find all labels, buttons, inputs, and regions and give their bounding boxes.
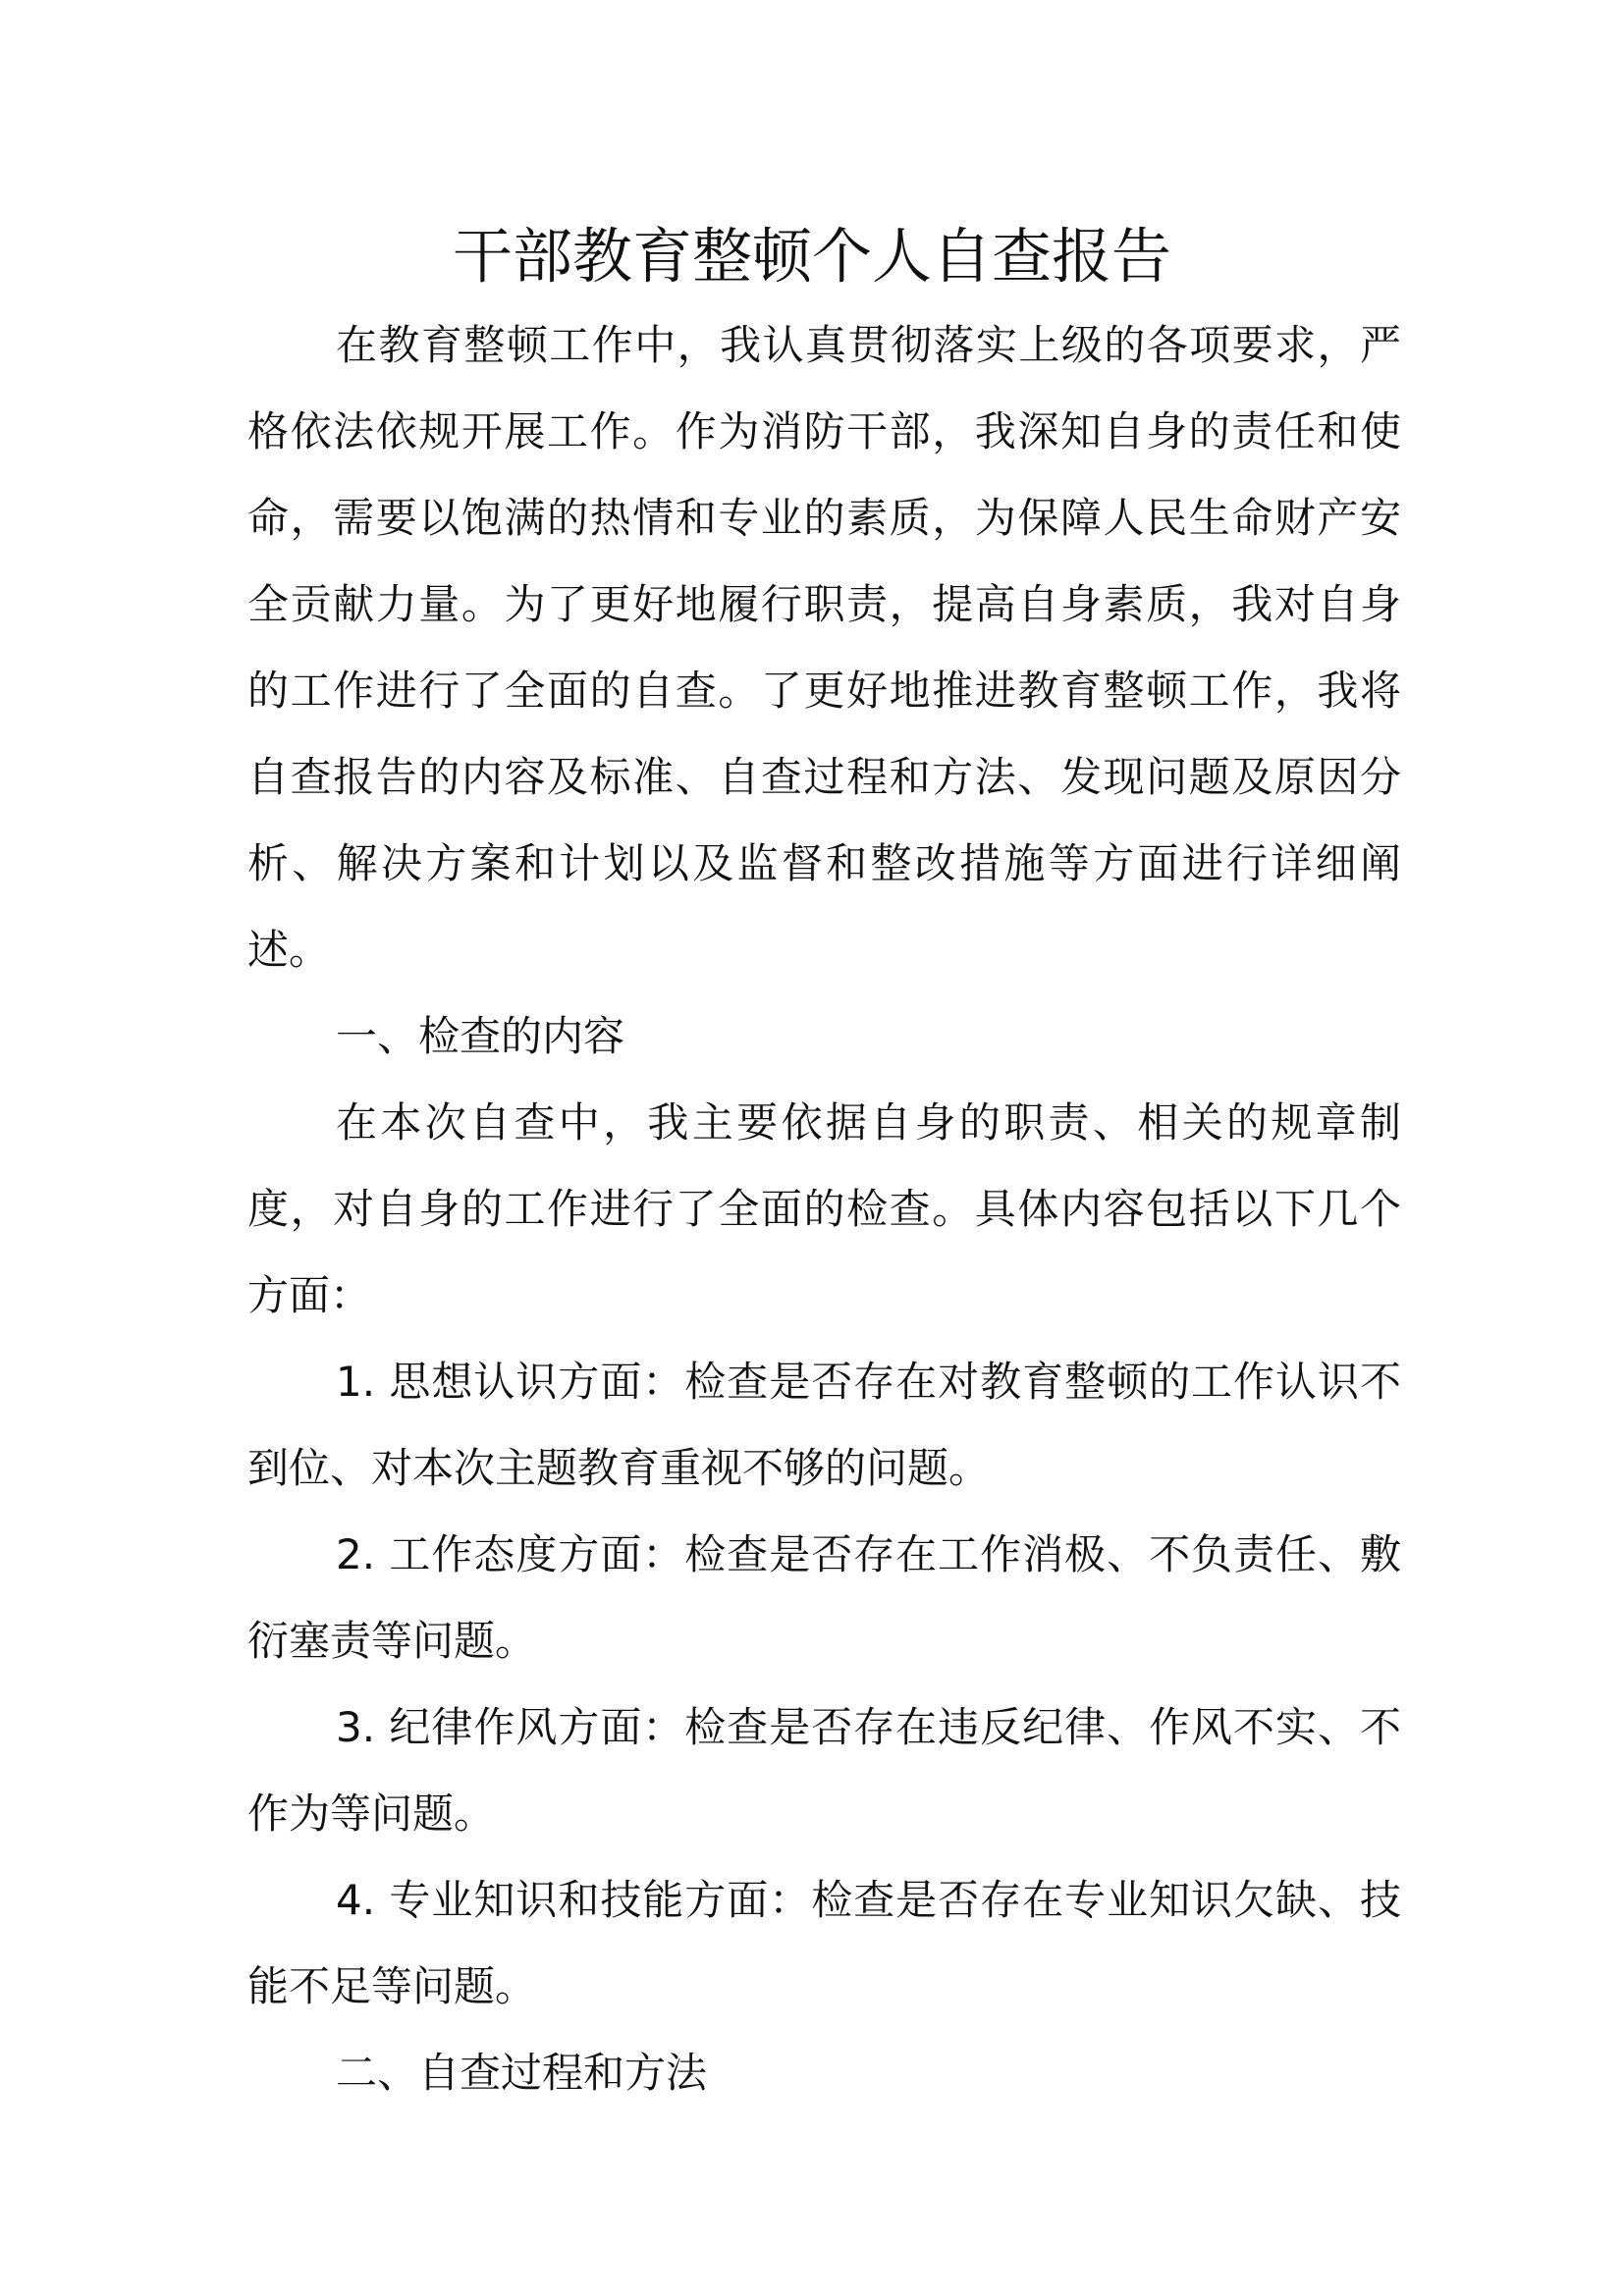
list-item-4: 4. 专业知识和技能方面：检查是否存在专业知识欠缺、技能不足等问题。 xyxy=(247,1876,1401,2010)
document-body xyxy=(247,302,1401,2116)
paragraph-intro: 在教育整顿工作中，我认真贯彻落实上级的各项要求，严格依法依规开展工作。作为消防干部，我深知自身的责任和使命，需要以饱满的热情和专业的素质，为保障人民生命财产安全贡献力量。为了更好地履行职责，提高自身素质，我对自身的工作进行了全面的自查。了更好地推进教育整顿工作，我将自查报告的内容及标准、自查过程和方法、发现问题及原因分析、解决方案和计划以及监督和整改措施等方面进行详细阐述。 xyxy=(247,321,1401,974)
paragraph-check-scope: 在本次自查中，我主要依据自身的职责、相关的规章制度，对自身的工作进行了全面的检查。具体内容包括以下几个方面： xyxy=(247,1098,1401,1319)
list-item-2: 2. 工作态度方面：检查是否存在工作消极、不负责任、敷衍塞责等问题。 xyxy=(247,1530,1401,1665)
document-title: 干部教育整顿个人自查报告 xyxy=(452,222,1171,292)
list-item-3: 3. 纪律作风方面：检查是否存在违反纪律、作风不实、不作为等问题。 xyxy=(247,1703,1401,1838)
section-heading-2: 二、自查过程和方法 xyxy=(336,2049,708,2097)
list-item-1: 1. 思想认识方面：检查是否存在对教育整顿的工作认识不到位、对本次主题教育重视不够的问题。 xyxy=(247,1358,1401,1492)
section-heading-1: 一、检查的内容 xyxy=(336,1012,625,1060)
